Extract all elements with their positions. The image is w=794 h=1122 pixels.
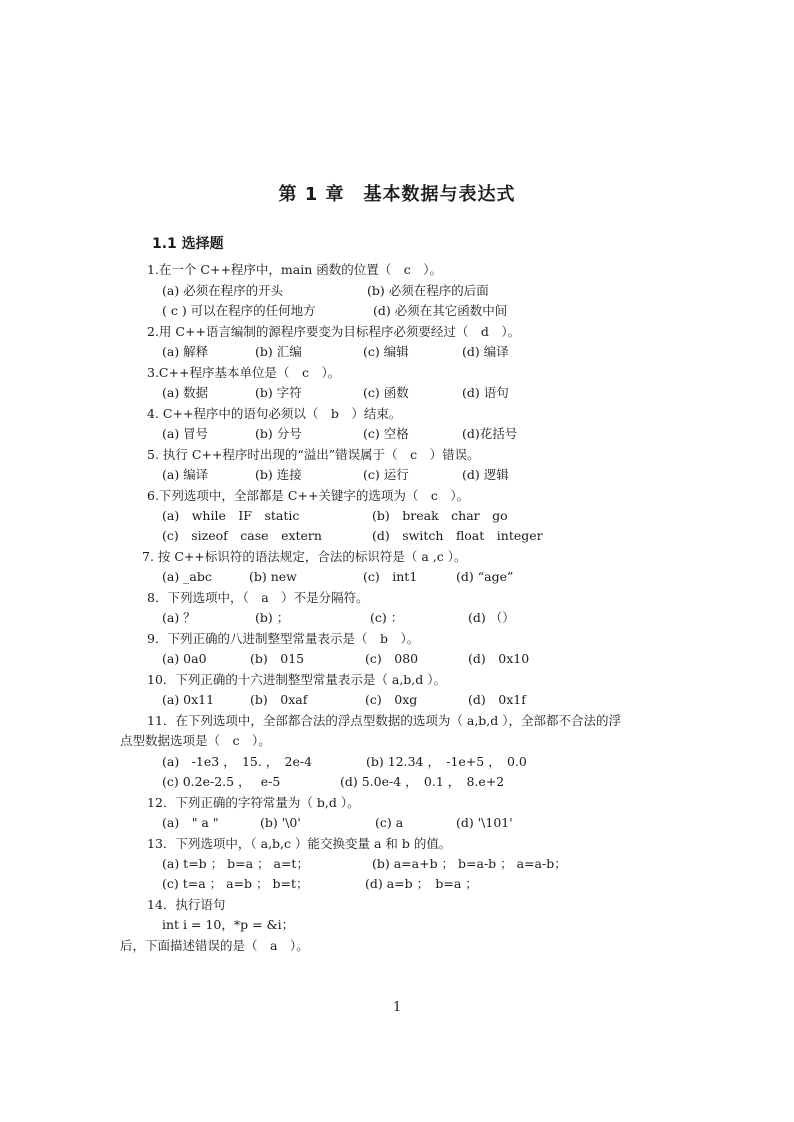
answer-option: (a) while IF static	[162, 508, 300, 523]
answer-option: (a) 0a0	[162, 651, 207, 666]
code-statement: int i = 10，*p = &i；	[162, 917, 295, 932]
answer-option: (b) '\0'	[260, 815, 301, 830]
answer-option: (d) 逻辑	[462, 467, 509, 482]
answer-option: (d)花括号	[462, 426, 518, 441]
answer-option: (b) 字符	[255, 385, 302, 400]
question-stem: 3.C++程序基本单位是（ c ）。	[147, 365, 341, 380]
answer-option: (c) int1	[363, 569, 418, 584]
answer-option: (a) 冒号	[162, 426, 209, 441]
answer-option: (a) " a "	[162, 815, 219, 830]
answer-option: (a) 0x11	[162, 692, 215, 707]
question-stem: 7. 按 C++标识符的语法规定，合法的标识符是（ a ,c ）。	[142, 549, 467, 564]
answer-option: ( c ) 可以在程序的任何地方	[162, 303, 316, 318]
answer-option: (d) switch float integer	[372, 528, 543, 543]
question-stem: 12．下列正确的字符常量为（ b,d ）。	[147, 795, 360, 810]
answer-option: (c) 函数	[363, 385, 409, 400]
question-stem: 4. C++程序中的语句必须以（ b ）结束。	[147, 406, 402, 421]
answer-option: (d) 0x10	[468, 651, 530, 666]
answer-option: (d) （）	[468, 610, 515, 625]
page-number: 1	[393, 1000, 402, 1015]
answer-option: (c) sizeof case extern	[162, 528, 322, 543]
answer-option: (a) 数据	[162, 385, 209, 400]
answer-option: (c) a	[375, 815, 404, 830]
answer-option: (b) 0xaf	[250, 692, 308, 707]
answer-option: (c) 080	[365, 651, 419, 666]
question-stem: 点型数据选项是（ c ）。	[120, 733, 271, 748]
answer-option: (d) a=b ； b=a ；	[365, 876, 478, 891]
answer-option: (b) 12.34 ， -1e+5 ， 0.0	[366, 754, 527, 769]
answer-option: (c) 运行	[363, 467, 409, 482]
answer-option: (a) -1e3 ， 15. ， 2e-4	[162, 754, 313, 769]
question-stem: 11．在下列选项中，全部都合法的浮点型数据的选项为（ a,b,d ），全部都不合法的浮	[147, 713, 622, 728]
answer-option: (d) “age”	[456, 569, 514, 584]
answer-option: (b) 015	[250, 651, 305, 666]
answer-option: (d) 0x1f	[468, 692, 526, 707]
answer-option: (c) t=a ； a=b ； b=t；	[162, 876, 309, 891]
answer-option: (b) 分号	[255, 426, 302, 441]
answer-option: (b) new	[249, 569, 297, 584]
answer-option: (b) 必须在程序的后面	[367, 283, 489, 298]
answer-option: (a) 解释	[162, 344, 209, 359]
answer-option: (d) 语句	[462, 385, 509, 400]
answer-option: (b) ；	[255, 610, 290, 625]
answer-option: (b) break char go	[372, 508, 508, 523]
question-stem: 13．下列选项中，（ a,b,c ）能交换变量 a 和 b 的值。	[147, 836, 452, 851]
answer-option: (d) 必须在其它函数中间	[373, 303, 508, 318]
answer-option: (a) _abc	[162, 569, 212, 584]
answer-option: (d) 5.0e-4 ， 0.1 ， 8.e+2	[340, 774, 505, 789]
section-heading: 1.1 选择题	[152, 236, 224, 252]
answer-option: (a) 编译	[162, 467, 209, 482]
question-stem: 14．执行语句	[147, 897, 226, 912]
answer-option: (c) 空格	[363, 426, 409, 441]
question-stem: 2.用 C++语言编制的源程序要变为目标程序必须要经过（ d ）。	[147, 324, 521, 339]
question-stem: 6.下列选项中，全部都是 C++关键字的选项为（ c ）。	[147, 488, 470, 503]
question-stem: 9．下列正确的八进制整型常量表示是（ b ）。	[147, 631, 420, 646]
answer-option: (b) 汇编	[255, 344, 302, 359]
answer-option: (c) 0.2e-2.5 ， e-5	[162, 774, 281, 789]
answer-option: (c) 编辑	[363, 344, 409, 359]
question-stem: 8．下列选项中，（ a ）不是分隔符。	[147, 590, 369, 605]
answer-option: (b) a=a+b ； b=a-b ； a=a-b；	[372, 856, 567, 871]
question-stem: 后，下面描述错误的是（ a ）。	[120, 938, 309, 953]
answer-option: (c) 0xg	[365, 692, 418, 707]
answer-option: (a) 必须在程序的开头	[162, 283, 284, 298]
answer-option: (a) ？	[162, 610, 196, 625]
answer-option: (a) t=b ； b=a ； a=t；	[162, 856, 309, 871]
answer-option: (d) 编译	[462, 344, 509, 359]
question-stem: 5. 执行 C++程序时出现的“溢出”错误属于（ c ）错误。	[147, 447, 480, 462]
question-stem: 1.在一个 C++程序中，main 函数的位置（ c ）。	[147, 262, 442, 277]
answer-option: (d) '\101'	[456, 815, 513, 830]
chapter-title: 第 1 章 基本数据与表达式	[278, 184, 516, 205]
question-stem: 10．下列正确的十六进制整型常量表示是（ a,b,d ）。	[147, 672, 447, 687]
answer-option: (c) ：	[370, 610, 404, 625]
answer-option: (b) 连接	[255, 467, 302, 482]
